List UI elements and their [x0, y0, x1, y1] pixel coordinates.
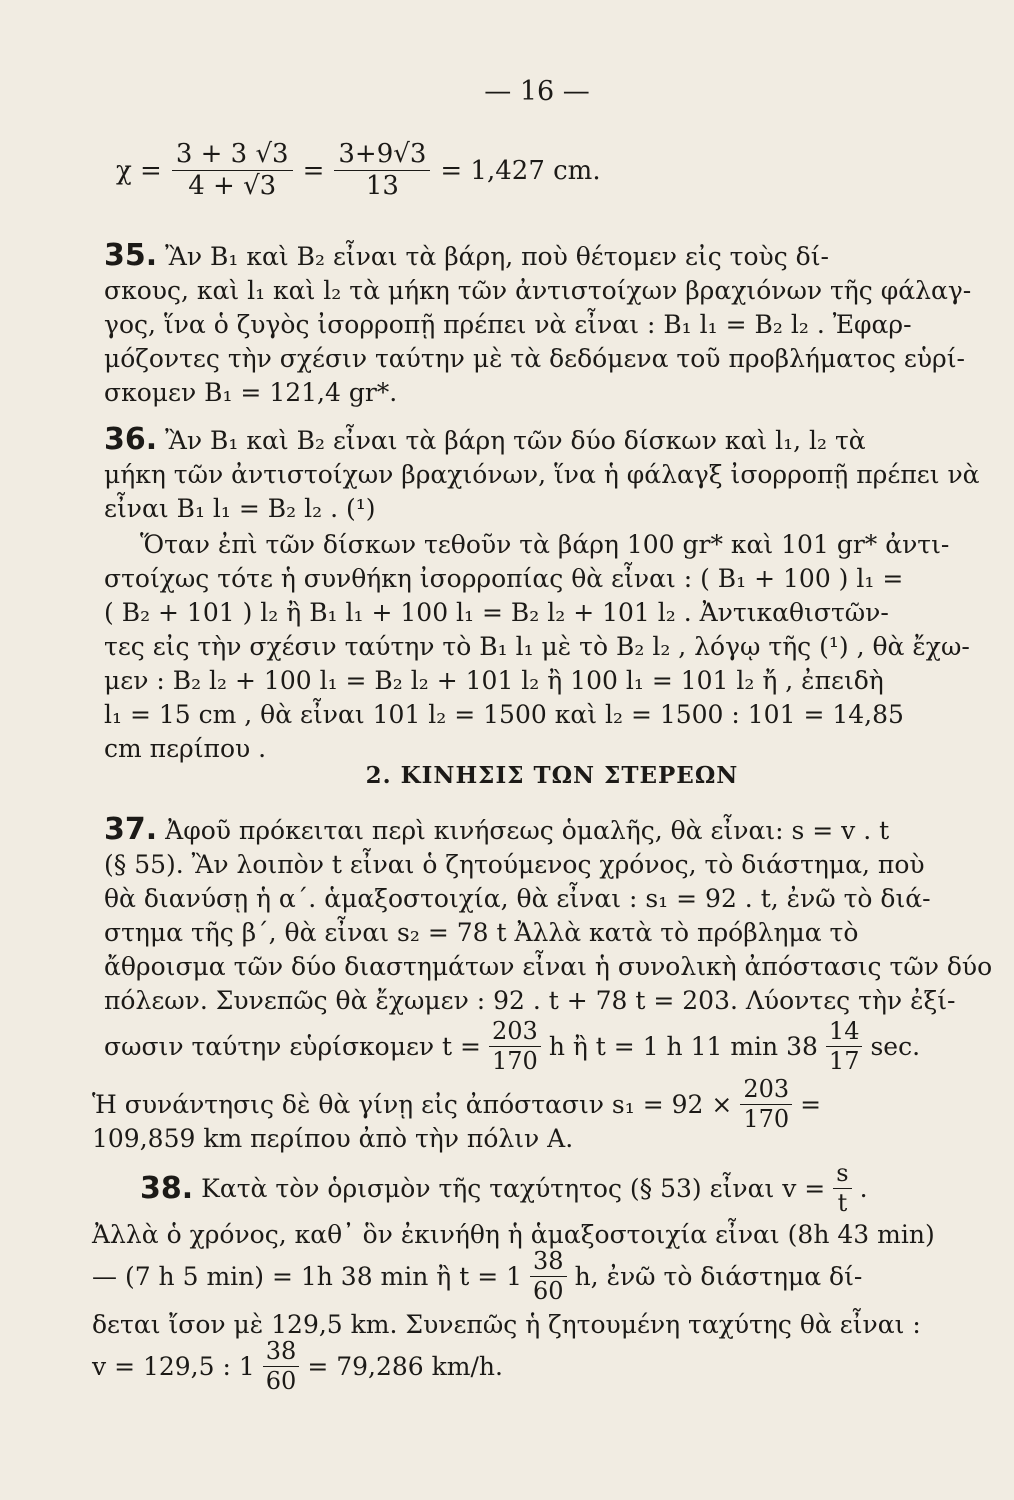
- p35-line-3: γος, ἵνα ὁ ζυγὸς ἰσορροπῇ πρέπει νὰ εἶναι : B₁ l₁ = B₂ l₂ . Ἐφαρ-: [104, 310, 912, 339]
- p37-number: 37.: [104, 812, 158, 847]
- p37-meet-post: =: [800, 1090, 822, 1120]
- p38-fraction-3: [530, 1248, 567, 1305]
- p38-frac3-den: 60: [533, 1276, 564, 1305]
- p35-text-1: Ἂν B₁ καὶ B₂ εἶναι τὰ βάρη, ποὺ θέτομεν εἰς τοὺς δί-: [165, 242, 829, 271]
- eq-frac1-num: 3 + 3 √3: [172, 140, 293, 171]
- p38-line-2: Ἀλλὰ ὁ χρόνος, καθ᾽ ὃν ἐκινήθη ἡ ἁμαξοστοιχία εἶναι (8h 43 min): [92, 1220, 935, 1249]
- p37-solve-post: sec.: [870, 1032, 921, 1062]
- p36-text-1: Ἂν B₁ καὶ B₂ εἶναι τὰ βάρη τῶν δύο δίσκων καὶ l₁, l₂ τὰ: [165, 426, 866, 455]
- p37-last-line: 109,859 km περίπου ἀπὸ τὴν πόλιν A.: [92, 1124, 574, 1153]
- p37-solve-frac2-num: 14: [826, 1018, 863, 1047]
- p38-row-5: [92, 1338, 503, 1395]
- p37-line-2: (§ 55). Ἂν λοιπὸν t εἶναι ὁ ζητούμενος χρόνος, τὸ διάστημα, ποὺ: [104, 850, 925, 879]
- p37-meet-fraction: [740, 1076, 792, 1133]
- p37-solve-pre: σωσιν ταύτην εὑρίσκομεν t =: [104, 1032, 482, 1062]
- p38-line3-pre: — (7 h 5 min) = 1h 38 min ἢ t = 1: [92, 1262, 523, 1292]
- p36-line-7: τες εἰς τὴν σχέσιν ταύτην τὸ B₁ l₁ μὲ τὸ B₂ l₂ , λόγῳ τῆς (¹) , θὰ ἔχω-: [104, 632, 970, 661]
- p36-line-6: ( B₂ + 101 ) l₂ ἢ B₁ l₁ + 100 l₁ = B₂ l₂ + 101 l₂ . Ἀντικαθιστῶν-: [104, 598, 889, 627]
- p37-line-4: στημα τῆς β΄, θὰ εἶναι s₂ = 78 t Ἀλλὰ κατὰ τὸ πρόβλημα τὸ: [104, 918, 859, 947]
- eq-fraction-1: [172, 140, 293, 202]
- p38-frac5-num: 38: [263, 1338, 300, 1367]
- p35-line-5: σκομεν B₁ = 121,4 gr*.: [104, 378, 398, 407]
- p37-meet-frac-num: 203: [740, 1076, 792, 1105]
- p38-line1-post: .: [859, 1174, 868, 1204]
- p37-solve-fraction: [489, 1018, 541, 1075]
- p37-solve-frac2-den: 17: [828, 1046, 860, 1075]
- p37-solve-fraction-2: [826, 1018, 863, 1075]
- p37-meet-frac-den: 170: [743, 1104, 790, 1133]
- p38-row-3: [92, 1248, 862, 1305]
- p37-meet-pre: Ἡ συνάντησις δὲ θὰ γίνῃ εἰς ἀπόστασιν s₁ = 92 ×: [92, 1090, 733, 1120]
- eq-frac2-num: 3+9√3: [334, 140, 430, 171]
- p35-line-2: σκους, καὶ l₁ καὶ l₂ τὰ μήκη τῶν ἀντιστοίχων βραχιόνων τῆς φάλαγ-: [104, 276, 972, 305]
- p38-frac5-den: 60: [265, 1366, 297, 1395]
- equation-top: [116, 140, 601, 202]
- p36-number: 36.: [104, 422, 158, 457]
- p38-frac1-num: s: [833, 1160, 851, 1189]
- p37-solve-frac-den: 170: [492, 1046, 538, 1075]
- page-number: — 16 —: [484, 76, 590, 107]
- p38-line5-pre: v = 129,5 : 1: [92, 1352, 255, 1382]
- p36-line-8: μεν : B₂ l₂ + 100 l₁ = B₂ l₂ + 101 l₂ ἢ 100 l₁ = 101 l₂ ἤ , ἐπειδὴ: [104, 666, 884, 695]
- p36-line-5: στοίχως τότε ἡ συνθήκη ἰσορροπίας θὰ εἶναι : ( B₁ + 100 ) l₁ =: [104, 564, 904, 593]
- eq-fraction-2: [334, 140, 430, 202]
- p35-number: 35.: [104, 238, 158, 273]
- eq-frac2-den: 13: [365, 170, 399, 201]
- p36-line-4: Ὅταν ἐπὶ τῶν δίσκων τεθοῦν τὰ βάρη 100 gr* καὶ 101 gr* ἀντι-: [140, 530, 950, 559]
- p38-fraction-1: [833, 1160, 851, 1217]
- p38-line1-pre: Κατὰ τὸν ὁρισμὸν τῆς ταχύτητος (§ 53) εἶναι v =: [201, 1174, 826, 1204]
- p37-solve-mid: h ἢ t = 1 h 11 min 38: [548, 1032, 818, 1062]
- p36-line-9: l₁ = 15 cm , θὰ εἶναι 101 l₂ = 1500 καὶ l₂ = 1500 : 101 = 14,85: [104, 700, 904, 729]
- p35-line-1: [104, 238, 829, 273]
- p37-line-5: ἄθροισμα τῶν δύο διαστημάτων εἶναι ἡ συνολικὴ ἀπόστασις τῶν δύο: [104, 952, 993, 981]
- p37-line-3: θὰ διανύσῃ ἡ α΄. ἁμαξοστοιχία, θὰ εἶναι : s₁ = 92 . t, ἐνῶ τὸ διά-: [104, 884, 931, 913]
- p35-line-4: μόζοντες τὴν σχέσιν ταύτην μὲ τὰ δεδόμενα τοῦ προβλήματος εὑρί-: [104, 344, 965, 373]
- p38-frac1-den: t: [837, 1188, 848, 1217]
- p37-solve-row: [104, 1018, 920, 1075]
- eq-lhs: χ =: [116, 156, 162, 187]
- eq-equals: =: [302, 156, 325, 187]
- p38-fraction-5: [263, 1338, 300, 1395]
- p38-number: 38.: [140, 1171, 194, 1207]
- p36-line-10: cm περίπου .: [104, 734, 267, 763]
- p36-line-3: εἶναι B₁ l₁ = B₂ l₂ . (¹): [104, 494, 376, 523]
- p38-line-4: δεται ἴσον μὲ 129,5 km. Συνεπῶς ἡ ζητουμένη ταχύτης θὰ εἶναι :: [92, 1310, 921, 1339]
- p38-frac3-num: 38: [530, 1248, 567, 1277]
- p37-line-6: πόλεων. Συνεπῶς θὰ ἔχωμεν : 92 . t + 78 t = 203. Λύοντες τὴν ἐξί-: [104, 986, 956, 1015]
- p38-row-1: [140, 1160, 868, 1217]
- p37-solve-frac-num: 203: [489, 1018, 541, 1047]
- p37-text-1: Ἀφοῦ πρόκειται περὶ κινήσεως ὁμαλῆς, θὰ εἶναι: s = v . t: [165, 816, 890, 845]
- eq-frac1-den: 4 + √3: [188, 170, 277, 201]
- p37-line-1: [104, 812, 889, 847]
- section-heading: 2. ΚΙΝΗΣΙΣ ΤΩΝ ΣΤΕΡΕΩΝ: [365, 762, 739, 789]
- p36-line-1: [104, 422, 866, 457]
- p38-line3-post: h, ἐνῶ τὸ διάστημα δί-: [574, 1262, 863, 1292]
- p38-line5-post: = 79,286 km/h.: [307, 1352, 503, 1382]
- eq-result: = 1,427 cm.: [440, 156, 601, 187]
- p36-line-2: μήκη τῶν ἀντιστοίχων βραχιόνων, ἵνα ἡ φάλαγξ ἰσορροπῇ πρέπει νὰ: [104, 460, 980, 489]
